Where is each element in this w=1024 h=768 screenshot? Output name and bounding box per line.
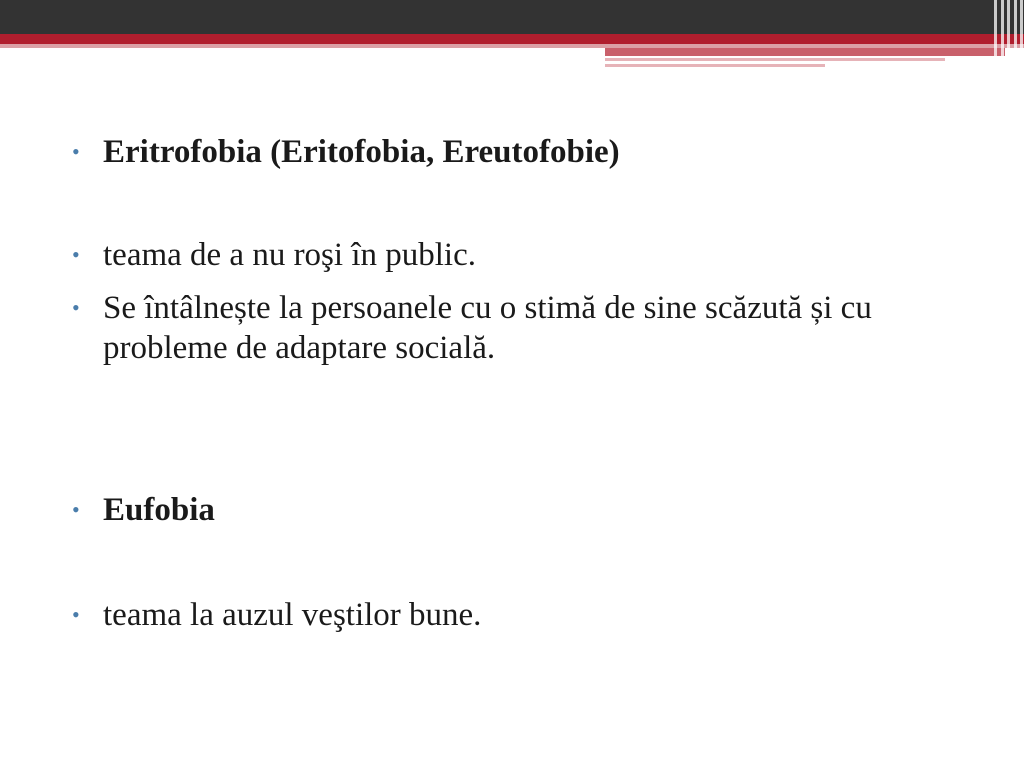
header-pink-accent: [605, 48, 1005, 56]
bullet-heading: Eufobia: [103, 492, 215, 528]
bullet-icon: •: [72, 242, 80, 267]
bullet-icon: •: [72, 139, 80, 164]
bullet-item: [72, 235, 983, 275]
bullet-text: teama de a nu roşi în public.: [103, 237, 476, 273]
bullet-heading: Eritrofobia (Eritofobia, Ereutofobie): [103, 134, 620, 170]
bullet-item: [72, 288, 983, 368]
bullet-icon: •: [72, 295, 80, 320]
bullet-icon: •: [72, 602, 80, 627]
header-vertical-stripes: [990, 0, 1024, 70]
header-red-band: [0, 34, 1024, 44]
header-dark-band: [0, 0, 1024, 34]
bullet-item: [72, 132, 983, 172]
header-pink-line: [605, 58, 945, 61]
bullet-item: [72, 595, 983, 635]
bullet-text: Se întâlnește la persoanele cu o stimă de sine scăzută și cu probleme de adaptare socială.: [103, 290, 872, 366]
bullet-text: teama la auzul veştilor bune.: [103, 597, 482, 633]
bullet-icon: •: [72, 497, 80, 522]
bullet-item: [72, 490, 983, 530]
header-pink-line: [605, 64, 825, 67]
